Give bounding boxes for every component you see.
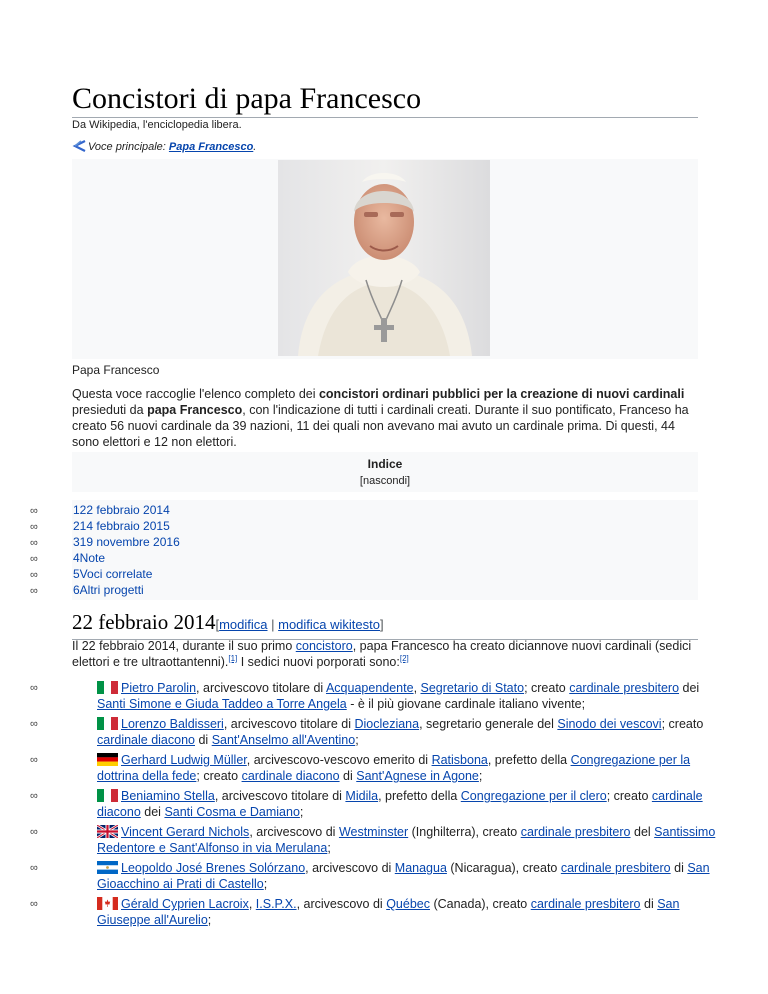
list-text: , arcivescovo di xyxy=(249,825,339,839)
toc-toggle[interactable]: [nascondi] xyxy=(359,475,411,487)
germany-flag-icon xyxy=(97,753,118,766)
list-text: di xyxy=(339,769,357,783)
intro-text: presieduti da xyxy=(72,403,148,417)
bullet-icon: ∞ xyxy=(30,585,38,597)
list-text: (Canada), creato xyxy=(429,897,531,911)
list-text: di xyxy=(195,733,212,747)
image-caption: Papa Francesco xyxy=(72,363,160,377)
list-link[interactable]: cardinale diacono xyxy=(97,789,703,819)
toc-item[interactable] xyxy=(30,502,180,518)
edit-bracket: [ xyxy=(215,617,220,632)
list-item xyxy=(30,716,720,748)
toc-link[interactable]: 319 novembre 2016 xyxy=(73,535,180,549)
list-text: ; xyxy=(327,841,331,855)
list-text: ; creato xyxy=(524,681,570,695)
list-link[interactable]: cardinale presbitero xyxy=(569,681,680,695)
cardinal-name-link[interactable]: Lorenzo Baldisseri xyxy=(121,717,224,731)
list-link[interactable]: Congregazione per la dottrina della fede xyxy=(97,753,691,783)
bullet-icon: ∞ xyxy=(30,521,38,533)
site-tagline: Da Wikipedia, l'enciclopedia libera. xyxy=(72,119,242,131)
cardinal-name-link[interactable]: Pietro Parolin xyxy=(121,681,197,695)
italy-flag-icon xyxy=(97,789,118,802)
intro-text: , con l'indicazione di tutti i cardinali creati. Durante il suo pontificato, Franceso ha creato 56 nuovi cardinale da 39 nazioni, 11 dei quali non avevano mai avuto un cardinale prima. Di questi, 44 sono elettori e 12 non elettori. xyxy=(72,403,689,449)
list-text: , arcivescovo di xyxy=(296,897,387,911)
canada-flag-icon xyxy=(97,897,118,910)
list-link[interactable]: Diocleziana xyxy=(354,717,420,731)
list-link[interactable]: Managua xyxy=(394,861,447,875)
list-link[interactable]: San Gioacchino ai Prati di Castello xyxy=(97,861,710,891)
cardinal-name-link[interactable]: Beniamino Stella xyxy=(121,789,215,803)
section-text: I sedici nuovi porporati sono: xyxy=(237,655,400,669)
edit-source-link[interactable]: modifica wikitesto xyxy=(278,617,380,632)
list-link[interactable]: Segretario di Stato xyxy=(420,681,525,695)
list-link[interactable]: Québec xyxy=(386,897,430,911)
bullet-icon: ∞ xyxy=(30,537,38,549)
list-text: di xyxy=(640,897,658,911)
section-title: 22 febbraio 2014 xyxy=(72,610,216,634)
page-title: Concistori di papa Francesco xyxy=(72,82,698,118)
edit-link[interactable]: modifica xyxy=(219,617,268,632)
toc-item[interactable] xyxy=(30,550,180,566)
list-link[interactable]: Santissimo Redentore e Sant'Alfonso in via Merulana xyxy=(97,825,716,855)
arrow-left-icon xyxy=(72,140,86,152)
pope-francis-photo[interactable] xyxy=(278,160,490,356)
edit-separator: | xyxy=(267,617,279,632)
hatnote-prefix: Voce principale: xyxy=(88,141,169,153)
section-heading xyxy=(72,609,698,640)
toc-item[interactable] xyxy=(30,534,180,550)
toc-item[interactable] xyxy=(30,582,180,598)
bullet-icon: ∞ xyxy=(30,790,38,802)
list-link[interactable]: Santi Simone e Giuda Taddeo a Torre Angela xyxy=(97,697,347,711)
list-link[interactable]: Ratisbona xyxy=(431,753,488,767)
bullet-icon: ∞ xyxy=(30,553,38,565)
list-link[interactable]: cardinale presbitero xyxy=(560,861,671,875)
toc-link[interactable]: 5Voci correlate xyxy=(73,567,153,581)
toc-link[interactable]: 214 febbraio 2015 xyxy=(73,519,170,533)
list-link[interactable]: Sinodo dei vescovi xyxy=(557,717,662,731)
nicaragua-flag-icon xyxy=(97,861,118,874)
list-link[interactable]: Sant'Anselmo all'Aventino xyxy=(211,733,356,747)
cardinal-name-link[interactable]: Gérald Cyprien Lacroix xyxy=(121,897,249,911)
list-text: ; xyxy=(299,805,304,819)
intro-bold-topic: concistori ordinari pubblici per la creazione di nuovi cardinali xyxy=(318,387,685,401)
cardinal-name-link[interactable]: Vincent Gerard Nichols xyxy=(121,825,250,839)
list-text: dei xyxy=(140,805,165,819)
section-text: , papa Francesco ha creato diciannove nuovi cardinali (sedici elettori e tre ultraottantenni). xyxy=(72,639,692,669)
list-text: ; xyxy=(355,733,359,747)
list-item xyxy=(30,860,720,892)
toc-link[interactable]: 6Altri progetti xyxy=(73,583,144,597)
reference-link[interactable]: [2] xyxy=(399,654,409,663)
list-text: , arcivescovo titolare di xyxy=(223,717,355,731)
list-link[interactable]: cardinale presbitero xyxy=(520,825,631,839)
list-item xyxy=(30,752,720,784)
toc-list xyxy=(30,502,180,598)
edit-bracket: ] xyxy=(380,617,384,632)
hatnote-suffix: . xyxy=(253,141,257,153)
section-edit-links xyxy=(215,617,383,632)
hatnote xyxy=(72,140,256,153)
list-text: del xyxy=(630,825,655,839)
list-link[interactable]: cardinale diacono xyxy=(97,733,195,747)
list-text: (Inghilterra), creato xyxy=(408,825,521,839)
list-item xyxy=(30,680,720,712)
list-text: , arcivescovo titolare di xyxy=(196,681,326,695)
bullet-icon: ∞ xyxy=(30,682,38,694)
list-text: - è il più giovane cardinale italiano vivente; xyxy=(346,697,586,711)
toc-link[interactable]: 4Note xyxy=(73,551,106,565)
list-text: , xyxy=(248,897,256,911)
intro-bold-pope: papa Francesco xyxy=(147,403,243,417)
list-text: (Nicaragua), creato xyxy=(446,861,561,875)
intro-paragraph xyxy=(72,386,702,450)
toc-item[interactable] xyxy=(30,518,180,534)
list-link[interactable]: cardinale presbitero xyxy=(530,897,641,911)
list-text: , segretario generale del xyxy=(419,717,558,731)
list-link[interactable]: San Giuseppe all'Aurelio xyxy=(97,897,680,927)
bullet-icon: ∞ xyxy=(30,718,38,730)
list-link[interactable]: Congregazione per il clero xyxy=(460,789,607,803)
list-text: ; creato xyxy=(606,789,652,803)
list-link[interactable]: Westminster xyxy=(338,825,409,839)
italy-flag-icon xyxy=(97,681,118,694)
list-link[interactable]: cardinale diacono xyxy=(241,769,340,783)
bullet-icon: ∞ xyxy=(30,898,38,910)
list-text: ; creato xyxy=(661,717,704,731)
main-article-link[interactable]: Papa Francesco xyxy=(168,141,254,153)
bullet-icon: ∞ xyxy=(30,754,38,766)
list-text: ; creato xyxy=(196,769,242,783)
list-text: ; xyxy=(263,877,268,891)
bullet-icon: ∞ xyxy=(30,569,38,581)
list-text: di xyxy=(670,861,688,875)
section-paragraph xyxy=(72,638,702,670)
toc-link[interactable]: 122 febbraio 2014 xyxy=(73,503,170,517)
toc-title: Indice xyxy=(367,457,403,471)
bullet-icon: ∞ xyxy=(30,862,38,874)
list-text: , prefetto della xyxy=(378,789,461,803)
section-text: Il 22 febbraio 2014, durante il suo primo xyxy=(72,639,296,653)
cardinal-name-link[interactable]: Leopoldo José Brenes Solórzano xyxy=(121,861,306,875)
list-item xyxy=(30,788,720,820)
bullet-icon: ∞ xyxy=(30,826,38,838)
list-link[interactable]: Acquapendente xyxy=(325,681,414,695)
uk-flag-icon xyxy=(97,825,118,838)
cardinals-list xyxy=(30,680,720,932)
list-text: , prefetto della xyxy=(487,753,571,767)
list-link[interactable]: I.S.P.X. xyxy=(255,897,297,911)
concistoro-link[interactable]: concistoro xyxy=(295,639,353,653)
reference-link[interactable]: [1] xyxy=(228,654,238,663)
list-text: ; xyxy=(478,769,483,783)
list-text: , arcivescovo titolare di xyxy=(214,789,346,803)
list-link[interactable]: Santi Cosma e Damiano xyxy=(164,805,300,819)
list-text: , xyxy=(413,681,421,695)
cardinal-name-link[interactable]: Gerhard Ludwig Müller xyxy=(121,753,247,767)
list-text: dei xyxy=(679,681,700,695)
list-item xyxy=(30,824,720,856)
list-text: , arcivescovo di xyxy=(305,861,395,875)
list-text: ; xyxy=(207,913,212,927)
italy-flag-icon xyxy=(97,717,118,730)
intro-text: Questa voce raccoglie l'elenco completo dei xyxy=(72,387,319,401)
toc-item[interactable] xyxy=(30,566,180,582)
list-link[interactable]: Sant'Agnese in Agone xyxy=(356,769,479,783)
list-link[interactable]: Midila xyxy=(345,789,379,803)
list-text: , arcivescovo-vescovo emerito di xyxy=(246,753,432,767)
bullet-icon: ∞ xyxy=(30,505,38,517)
list-item xyxy=(30,896,720,928)
table-of-contents xyxy=(72,452,698,492)
